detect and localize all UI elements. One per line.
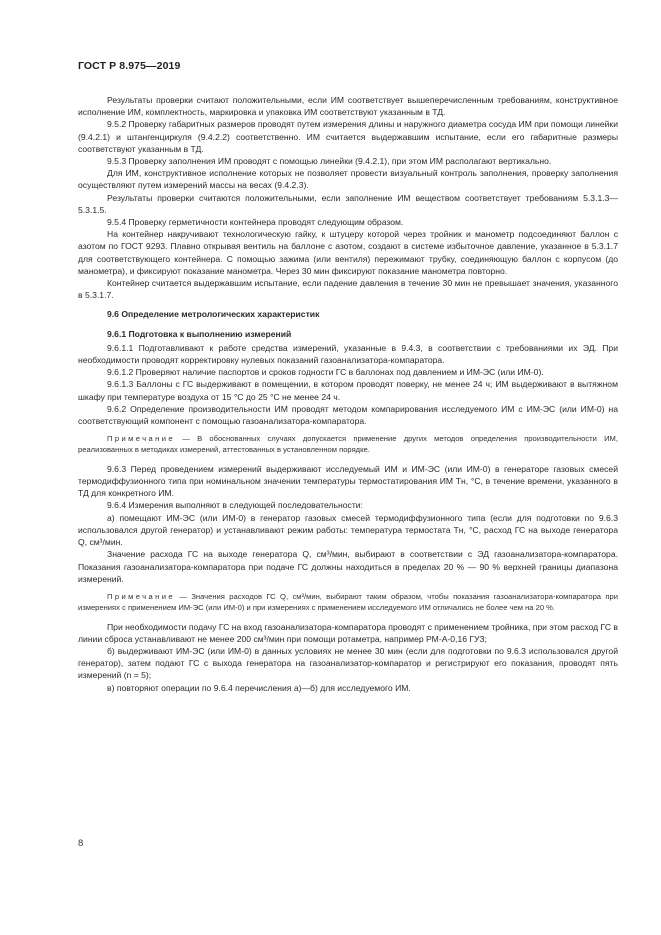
paragraph: На контейнер накручивают технологическую гайку, к штуцеру которой через тройник и манометр подсоединяют баллон с азотом по ГОСТ 9293. Плавно открывая вентиль на баллоне с азотом, создают в системе избыточное давление, указанное в 5.3.1.7 для соответствующего контейнера. С помощью зажима (или вентиля) пережимают трубку, соединяющую баллон с корпусом (до манометра), и фиксируют показание манометра. Через 30 мин фиксируют показание манометра повторно.	[78, 229, 618, 276]
paragraph: 9.5.2 Проверку габаритных размеров проводят путем измерения длины и наружного диаметра сосуда ИМ при помощи линейки (9.4.2.1) и штангенциркуля (9.4.2.2) соответственно. ИМ считается выдержавшим испытание, если его габаритные размеры соответствуют указанным в ТД.	[78, 119, 618, 154]
note	[78, 592, 618, 614]
paragraph: При необходимости подачу ГС на вход газоанализатора-компаратора проводят с применением тройника, при этом расход ГС в линии сброса устанавливают не менее 200 см³/мин при помощи ротаметра, например РМ-А-0,16 ГУЗ;	[78, 621, 618, 644]
note-text: — В обоснованных случаях допускается применение других методов определения производительности ИМ, реализованных в методиках измерений, аттестованных в установленном порядке.	[78, 434, 618, 455]
note-label: Примечание	[107, 591, 175, 601]
paragraph: 9.6.1.3 Баллоны с ГС выдерживают в помещении, в котором проводят поверку, не менее 24 ч; ИМ выдерживают в вытяжном шкафу при температуре воздуха от 15 °С до 25 °С не менее 24 ч.	[78, 379, 618, 402]
list-item: а) помещают ИМ-ЭС (или ИМ-0) в генератор газовых смесей термодиффузионного типа (если для подготовки по 9.6.3 использовался другой генератор) и устанавливают режим работы: температура термостата Tн, °С, расход ГС на выходе генератора Q, см³/мин.	[78, 512, 618, 548]
paragraph: Контейнер считается выдержавшим испытание, если падение давления в течение 30 мин не превышает значения, указанного в 5.3.1.7.	[78, 278, 618, 301]
document-body	[78, 94, 618, 694]
list-item: б) выдерживают ИМ-ЭС (или ИМ-0) в данных условиях не менее 30 мин (если для подготовки по 9.6.3 использовался другой генератор), затем подают ГС с выхода генератора на газоанализатор-компаратор и регистрируют его показания, проводят пять измерений (n = 5);	[78, 645, 618, 681]
subsection-heading: 9.6.1 Подготовка к выполнению измерений	[107, 328, 292, 339]
section-heading: 9.6 Определение метрологических характеристик	[107, 309, 320, 320]
paragraph: 9.6.1.2 Проверяют наличие паспортов и сроков годности ГС в баллонах под давлением и ИМ-ЭС (или ИМ-0).	[107, 367, 544, 378]
page-number: 8	[78, 838, 84, 849]
paragraph: Результаты проверки считаются положительными, если заполнение ИМ веществом соответствует требованиям 5.3.1.3—5.3.1.5.	[78, 192, 618, 215]
paragraph: Для ИМ, конструктивное исполнение которых не позволяет провести визуальный контроль заполнения, проверку заполнения осуществляют путем измерений массы на весах (9.4.2.3).	[78, 168, 618, 191]
paragraph: Результаты проверки считают положительными, если ИМ соответствует вышеперечисленным требованиям, конструктивное исполнение ИМ, комплектность, маркировка и упаковка ИМ соответствуют указанным в ТД.	[78, 95, 618, 118]
paragraph: 9.5.3 Проверку заполнения ИМ проводят с помощью линейки (9.4.2.1), при этом ИМ располагают вертикально.	[107, 156, 552, 167]
paragraph: Значение расхода ГС на выходе генератора Q, см³/мин, выбирают в соответствии с ЭД газоанализатора-компаратора. Показания газоанализатора-компаратора при подаче ГС должны находиться в пределах 20 % — 90 % верхней границы диапазона измерений.	[78, 549, 618, 584]
paragraph: 9.6.2 Определение производительности ИМ проводят методом компарирования исследуемого ИМ с ИМ-ЭС (или ИМ-0) на соответствующий компонент с помощью газоанализатора-компаратора.	[78, 403, 618, 427]
paragraph: 9.6.3 Перед проведением измерений выдерживают исследуемый ИМ и ИМ-ЭС (или ИМ-0) в генераторе газовых смесей термодиффузионного типа при номинальном значении температуры термостатирования ИМ Tн, °С, в течение времени, указанного в ТД для конкретного ИМ.	[78, 463, 618, 499]
note	[78, 434, 618, 456]
document-header: ГОСТ Р 8.975—2019	[78, 60, 181, 72]
paragraph: 9.5.4 Проверку герметичности контейнера проводят следующим образом.	[107, 217, 404, 228]
note-text: — Значения расходов ГС Q, см³/мин, выбирают таким образом, чтобы показания газоанализатора-компаратора при измерениях с применением ИМ-ЭС (или ИМ-0) и при измерениях с применением исследуемого ИМ отличались не более чем на 20 %.	[78, 591, 618, 612]
paragraph: 9.6.4 Измерения выполняют в следующей последовательности:	[107, 500, 363, 511]
list-item: в) повторяют операции по 9.6.4 перечисления а)—б) для исследуемого ИМ.	[107, 682, 411, 693]
paragraph: 9.6.1.1 Подготавливают к работе средства измерений, указанные в 9.4.3, в соответствии с требованиями их ЭД. При необходимости проводят корректировку нулевых показаний газоанализатора-компаратора.	[78, 342, 618, 366]
note-label: Примечание	[107, 434, 175, 444]
